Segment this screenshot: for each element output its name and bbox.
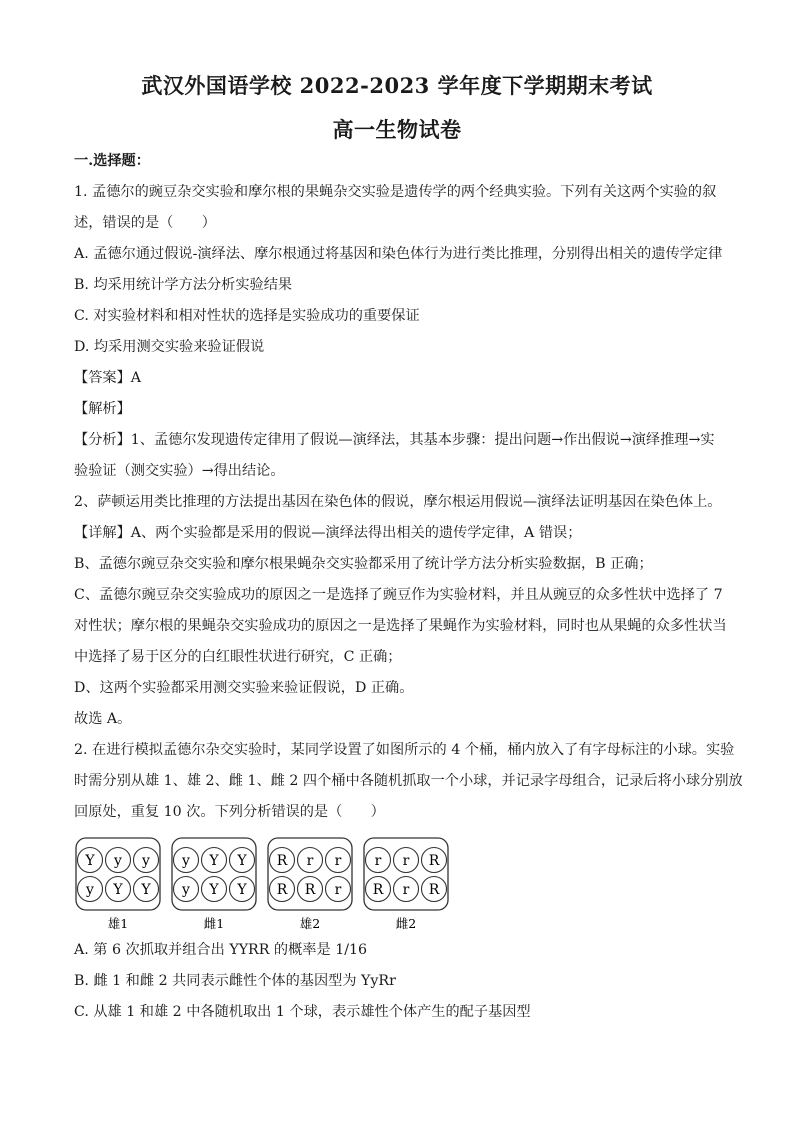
bucket-label: 雄2 <box>299 916 321 931</box>
ball-letter: y <box>86 882 94 898</box>
ball-letter: Y <box>209 882 219 898</box>
ball-letter: Y <box>209 853 219 869</box>
bucket-2 <box>172 838 256 931</box>
q1-option-b: B. 均采用统计学方法分析实验结果 <box>74 277 293 293</box>
exam-subtitle: 高一生物试卷 <box>332 117 462 142</box>
q1-analysis-line-2: 验验证（测交实验）→得出结论。 <box>74 463 285 479</box>
q1-detail-line-5: 中选择了易于区分的白红眼性状进行研究，C 正确； <box>74 649 402 665</box>
q1-analysis-line-3: 2、萨顿运用类比推理的方法提出基因在染色体的假说，摩尔根运用假说—演绎法证明基因在染色体上。 <box>74 494 722 510</box>
ball-letter: y <box>182 853 190 869</box>
q2-option-b: B. 雌 1 和雌 2 共同表示雌性个体的基因型为 YyRr <box>74 973 396 989</box>
ball-letter: R <box>304 882 316 898</box>
ball-letter: r <box>334 853 342 869</box>
q1-option-d: D. 均采用测交实验来验证假说 <box>74 339 265 355</box>
ball-letter: y <box>142 853 150 869</box>
q1-detail-line-4: 对性状；摩尔根的果蝇杂交实验成功的原因之一是选择了果蝇作为实验材料，同时也从果蝇的众多性状当 <box>74 618 727 634</box>
bucket-1 <box>76 838 160 931</box>
bucket-label: 雌1 <box>203 916 225 931</box>
bucket-3 <box>268 838 352 931</box>
q2-stem-line-3: 回原处，重复 10 次。下列分析错误的是（ ） <box>74 804 385 820</box>
ball-letter: Y <box>85 853 95 869</box>
ball-letter: y <box>114 853 122 869</box>
bucket-4 <box>364 838 448 931</box>
q2-stem-line-2: 时需分别从雄 1、雄 2、雌 1、雌 2 四个桶中各随机抓取一个小球，并记录字母组合，记录后将小球分别放 <box>74 773 743 789</box>
bucket-diagram <box>72 834 462 934</box>
q1-analysis-line-1: 【分析】1、孟德尔发现遗传定律用了假说—演绎法，其基本步骤：提出问题→作出假说→演绎推理→实 <box>74 432 715 448</box>
ball-letter: y <box>182 882 190 898</box>
q1-detail-line-6: D、这两个实验都采用测交实验来验证假说，D 正确。 <box>74 680 414 696</box>
q1-option-a: A. 孟德尔通过假说-演绎法、摩尔根通过将基因和染色体行为进行类比推理，分别得出相关的遗传学定律 <box>74 246 723 262</box>
bucket-figure <box>72 834 462 934</box>
ball-letter: r <box>334 882 342 898</box>
ball-letter: r <box>402 882 410 898</box>
ball-letter: R <box>276 853 288 869</box>
q1-answer: 【答案】A <box>74 370 141 386</box>
exam-title: 武汉外国语学校 2022-2023 学年度下学期期末考试 <box>141 73 653 98</box>
ball-letter: Y <box>113 882 123 898</box>
ball-letter: R <box>428 853 440 869</box>
ball-letter: r <box>402 853 410 869</box>
q2-stem-line-1: 2. 在进行模拟孟德尔杂交实验时，某同学设置了如图所示的 4 个桶，桶内放入了有字母标注的小球。实验 <box>74 742 735 758</box>
ball-letter: R <box>276 882 288 898</box>
section-heading: 一.选择题： <box>74 153 150 169</box>
q1-detail-line-1: 【详解】A、两个实验都是采用的假说—演绎法得出相关的遗传学定律，A 错误； <box>74 525 582 541</box>
q1-option-c: C. 对实验材料和相对性状的选择是实验成功的重要保证 <box>74 308 420 324</box>
ball-letter: r <box>374 853 382 869</box>
ball-letter: R <box>428 882 440 898</box>
ball-letter: r <box>306 853 314 869</box>
ball-letter: Y <box>237 882 247 898</box>
ball-letter: R <box>372 882 384 898</box>
q1-analysis-tag: 【解析】 <box>74 401 131 417</box>
ball-letter: Y <box>237 853 247 869</box>
q1-detail-line-3: C、孟德尔豌豆杂交实验成功的原因之一是选择了豌豆作为实验材料，并且从豌豆的众多性状中选择了 7 <box>74 587 723 603</box>
q2-option-c: C. 从雄 1 和雄 2 中各随机取出 1 个球，表示雄性个体产生的配子基因型 <box>74 1004 531 1020</box>
ball-letter: Y <box>141 882 151 898</box>
q1-stem-line-1: 1. 孟德尔的豌豆杂交实验和摩尔根的果蝇杂交实验是遗传学的两个经典实验。下列有关这两个实验的叙 <box>74 184 717 200</box>
q1-conclusion: 故选 A。 <box>74 711 132 727</box>
bucket-label: 雌2 <box>395 916 417 931</box>
q2-option-a: A. 第 6 次抓取并组合出 YYRR 的概率是 1/16 <box>74 942 368 958</box>
q1-detail-line-2: B、孟德尔豌豆杂交实验和摩尔根果蝇杂交实验都采用了统计学方法分析实验数据，B 正确； <box>74 556 653 572</box>
bucket-label: 雄1 <box>107 916 129 931</box>
q1-stem-line-2: 述，错误的是（ ） <box>74 215 216 231</box>
